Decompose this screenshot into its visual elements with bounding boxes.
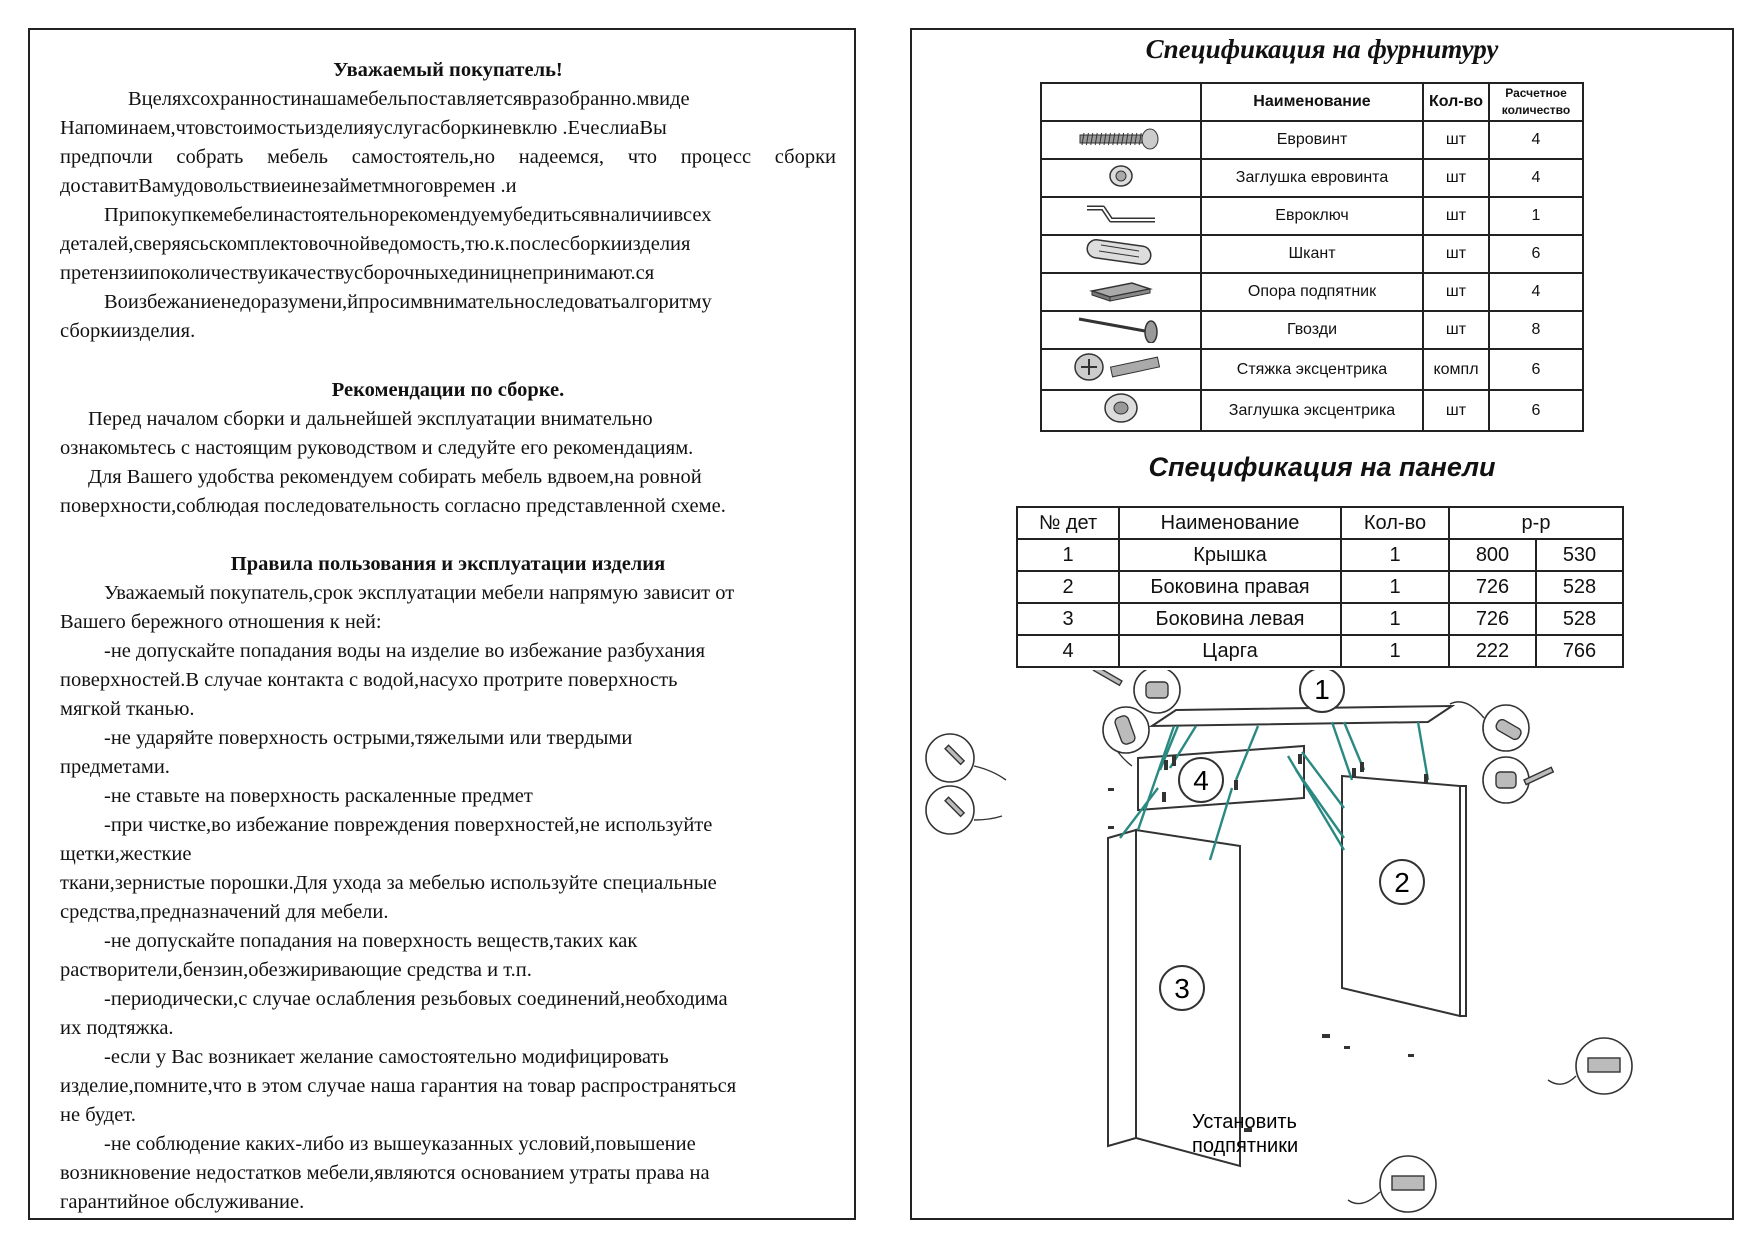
table-row: [1041, 390, 1583, 431]
part-size-b: 530: [1536, 539, 1623, 571]
part-size-b: 528: [1536, 571, 1623, 603]
intro-line: предпочли собрать мебель самостоятель,но надеемся, что процесс сборки: [60, 146, 836, 168]
usage-rule-line: изделие,помните,что в этом случае наша гарантия на товар распространяться: [60, 1075, 737, 1097]
eurovint-cap-icon: [1041, 159, 1201, 197]
usage-rule-line: растворители,бензин,обезжиривающие средства и т.п.: [60, 959, 532, 981]
part-number: 3: [1017, 603, 1119, 635]
table-row: [1017, 539, 1623, 571]
usage-rules-title: Правила пользования и эксплуатации изделия: [230, 553, 666, 575]
item-unit: шт: [1423, 159, 1489, 197]
usage-rule-line: возникновение недостатков мебели,являются основанием утраты права на: [60, 1162, 710, 1184]
intro-line: Вцеляхсохранностинашамебельпоставляетсявразобранно.мвиде: [128, 88, 690, 110]
usage-rule-line: их подтяжка.: [60, 1017, 174, 1039]
table-header-row: [1017, 507, 1623, 539]
usage-rule-line: гарантийное обслуживание.: [60, 1191, 305, 1213]
item-count: 4: [1489, 121, 1583, 159]
label-2: 2: [1394, 867, 1410, 898]
label-3: 3: [1174, 973, 1190, 1004]
recommendations-title: Рекомендации по сборке.: [331, 379, 565, 401]
eurovint-callout-icon: [926, 734, 974, 782]
panel-spec-title: Спецификация на панели: [1148, 452, 1496, 482]
intro-line: сборкиизделия.: [60, 320, 196, 342]
part-name: Крышка: [1119, 539, 1341, 571]
usage-rule-line: -не соблюдение каких-либо из вышеуказанных условий,повышение: [104, 1133, 696, 1155]
table-row: [1041, 197, 1583, 235]
usage-rule-line: -периодически,с случае ослабления резьбовых соединений,необходима: [104, 988, 728, 1010]
calc-qty-header: Расчетное количество: [1489, 83, 1583, 121]
item-unit: шт: [1423, 390, 1489, 431]
item-name: Заглушка эксцентрика: [1201, 390, 1423, 431]
intro-line: Припокупкемебелинастоятельнорекомендуемубедитьсявналичиивсех: [104, 204, 712, 226]
panel-spec-table: [1016, 506, 1624, 668]
usage-rule-line: -при чистке,во избежание повреждения поверхностей,не используйте щетки,жесткие: [60, 814, 713, 865]
item-count: 1: [1489, 197, 1583, 235]
qty-header: Кол-во: [1423, 83, 1489, 121]
intro-line: претензиипоколичествуикачествусборочныхединицнепринимают.ся: [60, 262, 655, 284]
part-number: 1: [1017, 539, 1119, 571]
part-size-b: 766: [1536, 635, 1623, 667]
part-number-header: № дет: [1017, 507, 1119, 539]
usage-rule-line: Уважаемый покупатель,срок эксплуатации мебели напрямую зависит от: [104, 582, 735, 604]
part-qty: 1: [1341, 635, 1449, 667]
item-unit: шт: [1423, 197, 1489, 235]
label-4: 4: [1193, 765, 1209, 796]
size-header: р-р: [1449, 507, 1623, 539]
part-number: 2: [1017, 571, 1119, 603]
foot-pad-icon: [1041, 273, 1201, 311]
dowel-icon: [1041, 235, 1201, 273]
part-qty: 1: [1341, 571, 1449, 603]
table-row: [1041, 349, 1583, 390]
assembly-diagram: [912, 670, 1736, 1222]
usage-rule-line: -не ставьте на поверхность раскаленные предмет: [104, 785, 533, 807]
name-header: Наименование: [1119, 507, 1341, 539]
name-header: Наименование: [1201, 83, 1423, 121]
intro-line: Воизбежаниенедоразумени,йпросимвнимательноследоватьалгоритму: [104, 291, 712, 313]
usage-rule-line: предметами.: [60, 756, 170, 778]
intro-section: [60, 56, 836, 346]
item-name: Заглушка евровинта: [1201, 159, 1423, 197]
table-row: [1017, 635, 1623, 667]
item-unit: компл: [1423, 349, 1489, 390]
item-count: 6: [1489, 349, 1583, 390]
hardware-spec-title: Спецификация на фурнитуру: [1145, 34, 1499, 64]
hardware-spec-table: [1040, 82, 1584, 432]
left-page: [28, 28, 856, 1220]
usage-rules-section: [60, 550, 836, 1217]
part-qty: 1: [1341, 539, 1449, 571]
usage-rule-line: не будет.: [60, 1104, 136, 1126]
item-count: 8: [1489, 311, 1583, 349]
left-side-edge: [1108, 830, 1136, 1146]
item-unit: шт: [1423, 235, 1489, 273]
table-row: [1041, 121, 1583, 159]
part-name: Царга: [1119, 635, 1341, 667]
usage-rules-body: [60, 579, 836, 1217]
nail-icon: [1041, 311, 1201, 349]
item-unit: шт: [1423, 121, 1489, 159]
top-panel: [1152, 706, 1452, 726]
item-count: 4: [1489, 159, 1583, 197]
table-row: [1041, 235, 1583, 273]
part-size-a: 800: [1449, 539, 1536, 571]
qty-header: Кол-во: [1341, 507, 1449, 539]
item-unit: шт: [1423, 311, 1489, 349]
recommendation-line: поверхности,соблюдая последовательность согласно представленной схеме.: [60, 495, 726, 517]
usage-rule-line: ткани,зернистые порошки.Для ухода за мебелью используйте специальные: [60, 872, 717, 894]
item-name: Евровинт: [1201, 121, 1423, 159]
table-row: [1041, 159, 1583, 197]
recommendation-line: Для Вашего удобства рекомендуем собирать мебель вдвоем,на ровной: [88, 466, 702, 488]
item-unit: шт: [1423, 273, 1489, 311]
table-row: [1041, 273, 1583, 311]
part-size-a: 726: [1449, 603, 1536, 635]
usage-rule-line: поверхностей.В случае контакта с водой,насухо протрите поверхность: [60, 669, 678, 691]
right-page: [910, 28, 1734, 1220]
part-size-b: 528: [1536, 603, 1623, 635]
part-size-a: 726: [1449, 571, 1536, 603]
part-name: Боковина правая: [1119, 571, 1341, 603]
part-number: 4: [1017, 635, 1119, 667]
usage-rule-line: -не ударяйте поверхность острыми,тяжелыми или твердыми: [104, 727, 633, 749]
eurovint-icon: [1041, 121, 1201, 159]
eurokey-icon: [1041, 197, 1201, 235]
install-feet-note-line1: Установить: [1192, 1111, 1297, 1133]
part-name: Боковина левая: [1119, 603, 1341, 635]
intro-line: доставитВамудовольствиеинезайметмноговремен .и: [60, 175, 517, 197]
intro-line: Напоминаем,чтовстоимостьизделияуслугасборкиневклю .ЕчеслиаВы: [60, 117, 667, 139]
image-header-cell: [1041, 83, 1201, 121]
label-1: 1: [1314, 674, 1330, 705]
recommendation-line: Перед началом сборки и дальнейшей эксплуатации внимательно: [88, 408, 653, 430]
right-side-edge: [1460, 786, 1466, 1016]
cam-cap-icon: [1041, 390, 1201, 431]
item-count: 6: [1489, 390, 1583, 431]
intro-line: деталей,сверяясьскомплектовочнойведомость,тю.к.послесборкиизделия: [60, 233, 691, 255]
cam-lock-icon: [1041, 349, 1201, 390]
item-name: Евроключ: [1201, 197, 1423, 235]
item-name: Опора подпятник: [1201, 273, 1423, 311]
usage-rule-line: -не допускайте попадания воды на изделие во избежание разбухания: [104, 640, 706, 662]
table-row: [1041, 311, 1583, 349]
item-name: Стяжка эксцентрика: [1201, 349, 1423, 390]
usage-rule-line: -не допускайте попадания на поверхность веществ,таких как: [104, 930, 638, 952]
table-header-row: [1041, 83, 1583, 121]
item-name: Шкант: [1201, 235, 1423, 273]
part-size-a: 222: [1449, 635, 1536, 667]
table-row: [1017, 571, 1623, 603]
recommendation-line: ознакомьтесь с настоящим руководством и следуйте его рекомендациям.: [60, 437, 694, 459]
greeting-title: Уважаемый покупатель!: [333, 59, 563, 81]
part-qty: 1: [1341, 603, 1449, 635]
item-count: 6: [1489, 235, 1583, 273]
item-name: Гвозди: [1201, 311, 1423, 349]
usage-rule-line: средства,предназначений для мебели.: [60, 901, 389, 923]
table-row: [1017, 603, 1623, 635]
recommendations-section: [60, 376, 836, 521]
eurovint-callout-icon-2: [926, 786, 974, 834]
usage-rule-line: мягкой тканью.: [60, 698, 195, 720]
usage-rule-line: -если у Вас возникает желание самостоятельно модифицировать: [104, 1046, 669, 1068]
item-count: 4: [1489, 273, 1583, 311]
install-feet-note-line2: подпятники: [1192, 1135, 1299, 1157]
usage-rule-line: Вашего бережного отношения к ней:: [60, 611, 382, 633]
